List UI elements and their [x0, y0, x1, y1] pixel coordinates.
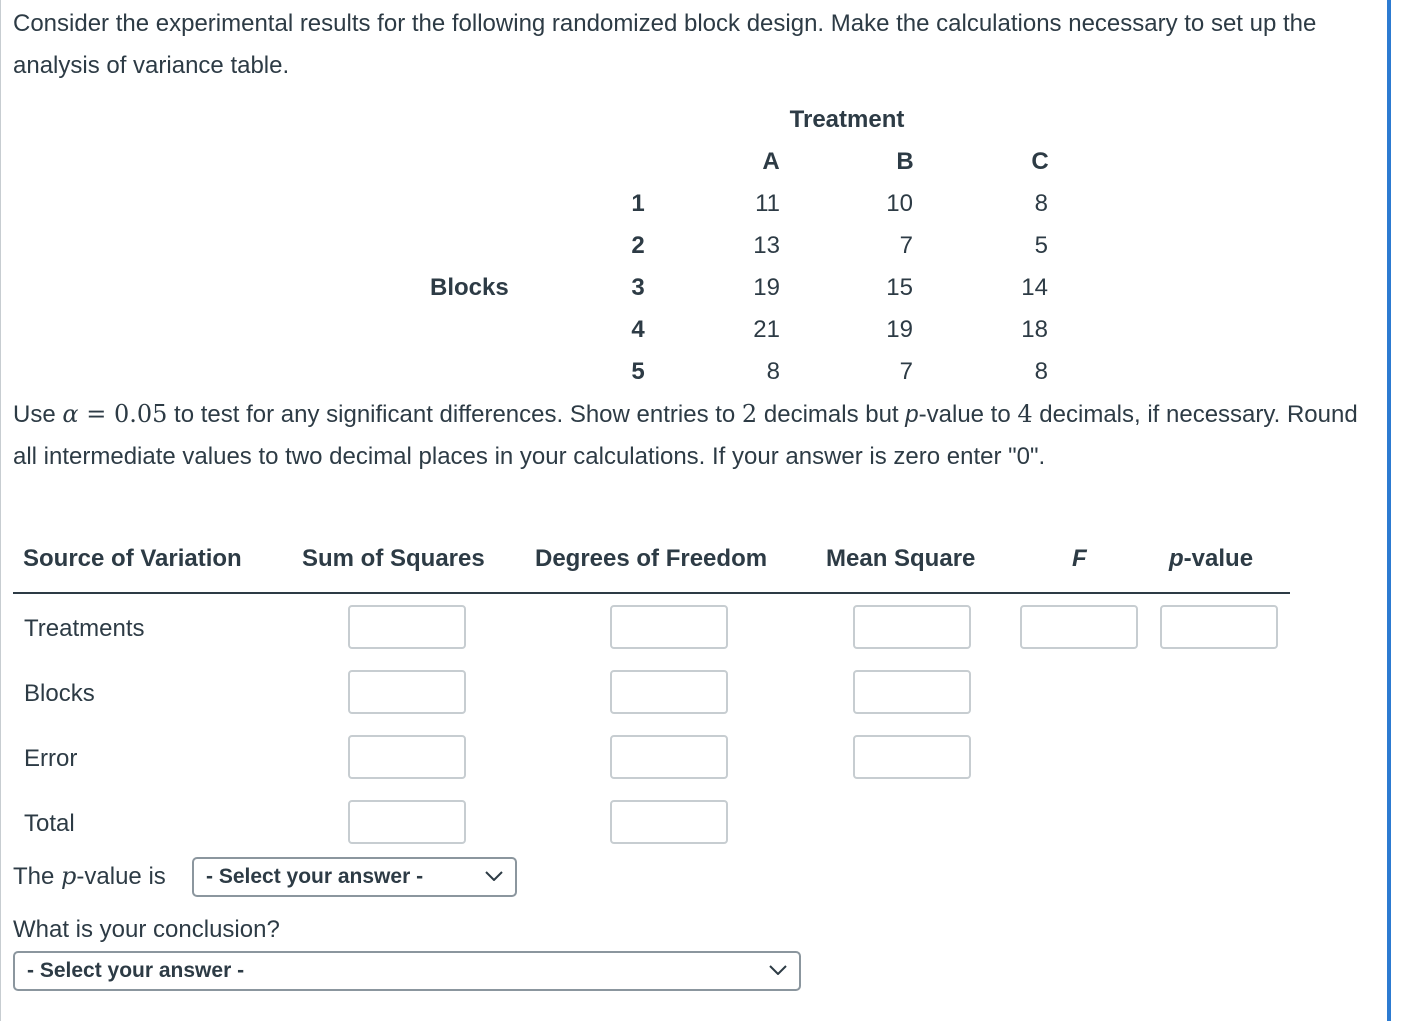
- instructions: Use α = 0.05 to test for any significant differences. Show entries to 2 decimals but p-value to 4 decimals, if necessary. Round all intermediate values to two decimal places in your calculations. If your answer is zero enter "0".: [13, 400, 1358, 470]
- table-cell: 21: [753, 316, 780, 343]
- conclusion-select[interactable]: [13, 951, 801, 991]
- error-df-input[interactable]: [610, 735, 728, 779]
- treatments-p-value-input[interactable]: [1160, 605, 1278, 649]
- header-degrees-of-freedom: Degrees of Freedom: [535, 545, 768, 572]
- header-source: Source of Variation: [23, 545, 242, 572]
- block-label: 1: [631, 190, 645, 217]
- conclusion-question: What is your conclusion?: [13, 916, 280, 943]
- blocks-label: Blocks: [430, 274, 509, 301]
- block-label: 4: [631, 316, 645, 343]
- blocks-ms-input[interactable]: [853, 670, 971, 714]
- pvalue-question: The p-value is: [13, 862, 166, 890]
- table-cell: 8: [1034, 190, 1048, 217]
- table-cell: 10: [886, 190, 913, 217]
- blocks-df-input[interactable]: [610, 670, 728, 714]
- row-label-blocks: Blocks: [24, 680, 95, 707]
- table-cell: 13: [753, 232, 780, 259]
- treatments-ss-input[interactable]: [348, 605, 466, 649]
- pvalue-decimals: 4: [1017, 400, 1033, 428]
- table-cell: 15: [886, 274, 913, 301]
- table-cell: 14: [1021, 274, 1048, 301]
- treatment-label: C: [1031, 148, 1049, 175]
- error-ss-input[interactable]: [348, 735, 466, 779]
- treatment-label: B: [896, 148, 914, 175]
- entry-decimals: 2: [741, 400, 758, 428]
- treatment-header: Treatment: [789, 106, 905, 133]
- treatments-f-input[interactable]: [1020, 605, 1138, 649]
- table-cell: 8: [766, 358, 780, 385]
- table-cell: 19: [753, 274, 780, 301]
- table-cell: 5: [1034, 232, 1048, 259]
- header-mean-square: Mean Square: [826, 545, 976, 572]
- table-cell: 7: [899, 358, 913, 385]
- treatment-label: A: [762, 148, 780, 175]
- block-label: 3: [631, 274, 645, 301]
- row-label-treatments: Treatments: [24, 615, 145, 642]
- header-rule: [13, 592, 1290, 594]
- total-df-input[interactable]: [610, 800, 728, 844]
- treatments-ms-input[interactable]: [853, 605, 971, 649]
- blocks-ss-input[interactable]: [348, 670, 466, 714]
- conclusion-select-value: - Select your answer -: [27, 959, 245, 982]
- alpha-value: 0.05: [113, 400, 168, 428]
- total-ss-input[interactable]: [348, 800, 466, 844]
- table-cell: 11: [755, 190, 780, 217]
- block-label: 2: [631, 232, 645, 259]
- pvalue-select-value: - Select your answer -: [206, 865, 424, 888]
- table-cell: 19: [886, 316, 913, 343]
- row-label-error: Error: [24, 745, 78, 772]
- treatments-df-input[interactable]: [610, 605, 728, 649]
- alpha-symbol: α: [62, 400, 79, 428]
- chevron-down-icon: [485, 871, 503, 881]
- table-cell: 7: [899, 232, 913, 259]
- table-cell: 8: [1034, 358, 1048, 385]
- question-intro: Consider the experimental results for the following randomized block design. Make the calculations necessary to set up the analysis of variance table.: [13, 10, 1317, 79]
- pvalue-select[interactable]: [192, 857, 517, 897]
- header-sum-of-squares: Sum of Squares: [302, 545, 485, 572]
- header-f: F: [1072, 545, 1087, 572]
- table-cell: 18: [1021, 316, 1048, 343]
- header-p-value: p-value: [1169, 545, 1254, 572]
- block-label: 5: [631, 358, 645, 385]
- chevron-down-icon: [769, 965, 787, 975]
- error-ms-input[interactable]: [853, 735, 971, 779]
- row-label-total: Total: [24, 810, 75, 837]
